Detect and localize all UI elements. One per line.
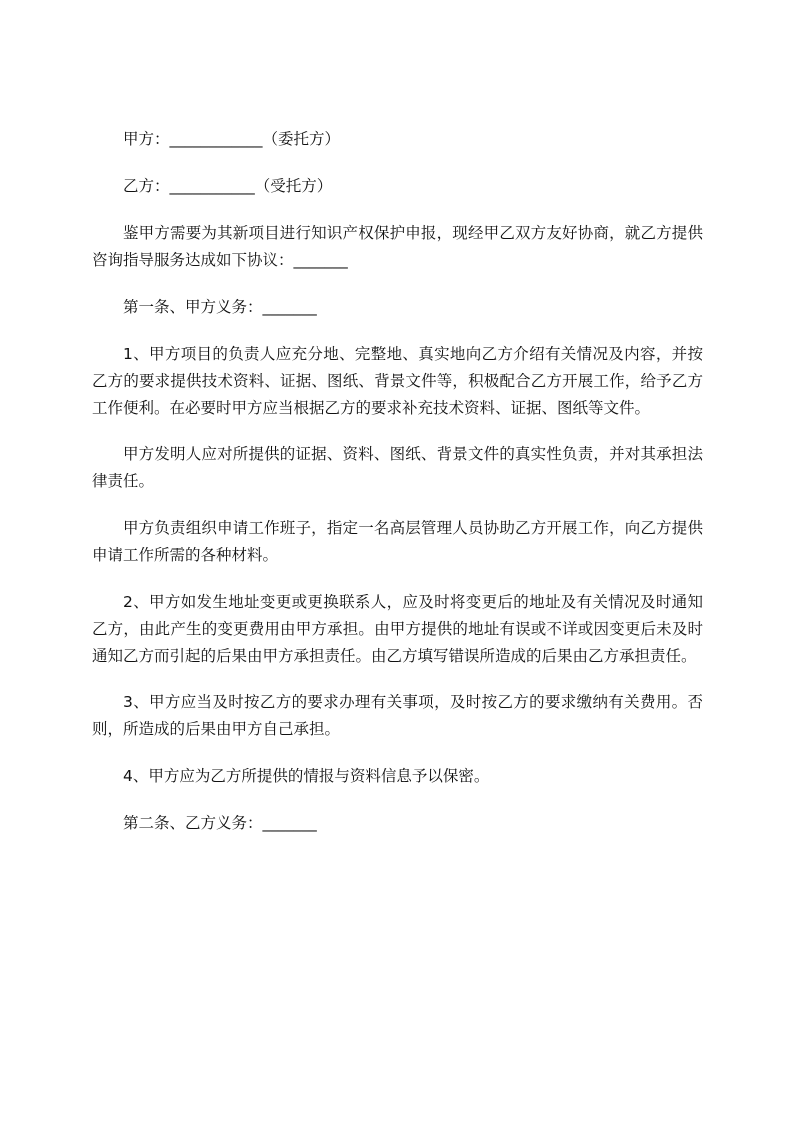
- party-b-line: 乙方：___________（受托方）: [123, 177, 333, 195]
- article-one-inventor-paragraph: 甲方发明人应对所提供的证据、资料、图纸、背景文件的真实性负责，并对其承担法律责任。: [92, 445, 703, 490]
- party-a-line: 甲方：____________（委托方）: [123, 130, 341, 148]
- article-one-item-3: 3、甲方应当及时按乙方的要求办理有关事项，及时按乙方的要求缴纳有关费用。否则，所造成的后果由甲方自己承担。: [92, 693, 703, 738]
- article-one-team-paragraph: 甲方负责组织申请工作班子，指定一名高层管理人员协助乙方开展工作，向乙方提供申请工作所需的各种材料。: [92, 519, 703, 564]
- article-one-heading: 第一条、甲方义务：_______: [123, 298, 317, 316]
- article-two-heading: 第二条、乙方义务：_______: [123, 814, 317, 832]
- article-one-item-4: 4、甲方应为乙方所提供的情报与资料信息予以保密。: [123, 767, 490, 785]
- article-one-item-2: 2、甲方如发生地址变更或更换联系人，应及时将变更后的地址及有关情况及时通知乙方，由此产生的变更费用由甲方承担。由甲方提供的地址有误或不详或因变更后未及时通知乙方而引起的后果由甲方承担责任。由乙方填写错误所造成的后果由乙方承担责任。: [92, 593, 703, 665]
- article-one-item-1: 1、甲方项目的负责人应充分地、完整地、真实地向乙方介绍有关情况及内容，并按乙方的要求提供技术资料、证据、图纸、背景文件等，积极配合乙方开展工作，给予乙方工作便利。在必要时甲方应当根据乙方的要求补充技术资料、证据、图纸等文件。: [92, 345, 703, 417]
- preamble-paragraph: 鉴甲方需要为其新项目进行知识产权保护申报，现经甲乙双方友好协商，就乙方提供咨询指导服务达成如下协议：_______: [92, 224, 703, 269]
